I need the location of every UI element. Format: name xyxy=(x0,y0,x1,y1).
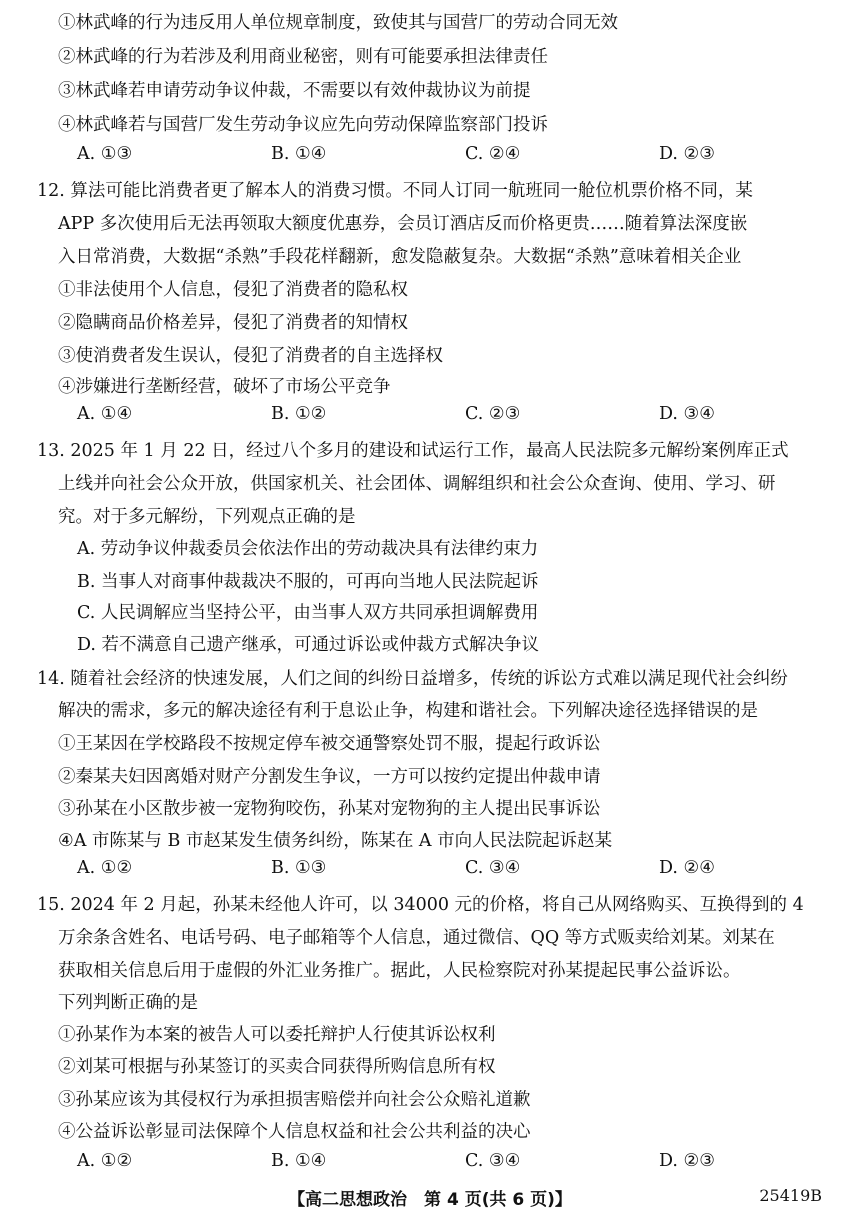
q11-option-c: C. ②④ xyxy=(465,144,521,164)
q11-option-d: D. ②③ xyxy=(659,144,715,164)
q13-stem-line-2: 上线并向社会公众开放，供国家机关、社会团体、调解组织和社会公众查询、使用、学习、研 xyxy=(58,474,776,494)
q15-item-3: ③孙某应该为其侵权行为承担损害赔偿并向社会公众赔礼道歉 xyxy=(58,1090,531,1110)
q15-item-4: ④公益诉讼彰显司法保障个人信息权益和社会公共利益的决心 xyxy=(58,1122,531,1142)
q14-option-d: D. ②④ xyxy=(659,858,715,878)
q11-item-1: ①林武峰的行为违反用人单位规章制度，致使其与国营厂的劳动合同无效 xyxy=(58,13,618,33)
q14-option-c: C. ③④ xyxy=(465,858,521,878)
q12-stem-line-2: APP 多次使用后无法再领取大额度优惠券，会员订酒店反而价格更贵……随着算法深度嵌 xyxy=(58,214,748,234)
q12-stem-line-1: 12. 算法可能比消费者更了解本人的消费习惯。不同人订同一航班同一舱位机票价格不同，某 xyxy=(37,181,753,201)
q14-option-b: B. ①③ xyxy=(271,858,327,878)
q13-option-b: B. 当事人对商事仲裁裁决不服的，可再向当地人民法院起诉 xyxy=(77,572,539,592)
q12-option-b: B. ①② xyxy=(271,404,327,424)
q12-item-1: ①非法使用个人信息，侵犯了消费者的隐私权 xyxy=(58,280,408,300)
q11-option-a: A. ①③ xyxy=(77,144,133,164)
q14-item-4: ④A 市陈某与 B 市赵某发生债务纠纷，陈某在 A 市向人民法院起诉赵某 xyxy=(58,831,613,851)
q14-item-2: ②秦某夫妇因离婚对财产分割发生争议，一方可以按约定提出仲裁申请 xyxy=(58,767,601,787)
q14-item-3: ③孙某在小区散步被一宠物狗咬伤，孙某对宠物狗的主人提出民事诉讼 xyxy=(58,799,601,819)
q14-stem-line-1: 14. 随着社会经济的快速发展，人们之间的纠纷日益增多，传统的诉讼方式难以满足现代社会纠纷 xyxy=(37,669,788,689)
q12-stem-line-3: 入日常消费，大数据“杀熟”手段花样翻新，愈发隐蔽复杂。大数据“杀熟”意味着相关企业 xyxy=(58,247,742,267)
q14-option-a: A. ①② xyxy=(77,858,133,878)
q15-option-d: D. ②③ xyxy=(659,1151,715,1171)
q13-option-c: C. 人民调解应当坚持公平，由当事人双方共同承担调解费用 xyxy=(77,603,539,623)
q13-option-a: A. 劳动争议仲裁委员会依法作出的劳动裁决具有法律约束力 xyxy=(77,539,539,559)
q15-option-c: C. ③④ xyxy=(465,1151,521,1171)
q15-item-2: ②刘某可根据与孙某签订的买卖合同获得所购信息所有权 xyxy=(58,1057,496,1077)
page-footer-title: 【高二思想政治 第 4 页(共 6 页)】 xyxy=(288,1190,572,1210)
q15-stem-line-3: 获取相关信息后用于虚假的外汇业务推广。据此，人民检察院对孙某提起民事公益诉讼。 xyxy=(58,961,741,981)
q14-stem-line-2: 解决的需求，多元的解决途径有利于息讼止争，构建和谐社会。下列解决途径选择错误的是 xyxy=(58,701,758,721)
q12-option-d: D. ③④ xyxy=(659,404,715,424)
q11-item-4: ④林武峰若与国营厂发生劳动争议应先向劳动保障监察部门投诉 xyxy=(58,115,548,135)
q13-stem-line-3: 究。对于多元解纷，下列观点正确的是 xyxy=(58,507,356,527)
page-footer-code: 25419B xyxy=(759,1186,822,1205)
q13-stem-line-1: 13. 2025 年 1 月 22 日，经过八个多月的建设和试运行工作，最高人民法院多元解纷案例库正式 xyxy=(37,441,789,461)
q12-item-4: ④涉嫌进行垄断经营，破坏了市场公平竞争 xyxy=(58,377,391,397)
q15-stem-line-4: 下列判断正确的是 xyxy=(58,993,198,1013)
q15-stem-line-2: 万余条含姓名、电话号码、电子邮箱等个人信息，通过微信、QQ 等方式贩卖给刘某。刘某在 xyxy=(58,928,775,948)
q11-option-b: B. ①④ xyxy=(271,144,327,164)
q13-option-d: D. 若不满意自己遗产继承，可通过诉讼或仲裁方式解决争议 xyxy=(77,635,540,655)
q15-option-a: A. ①② xyxy=(77,1151,133,1171)
q12-item-2: ②隐瞒商品价格差异，侵犯了消费者的知情权 xyxy=(58,313,408,333)
q15-item-1: ①孙某作为本案的被告人可以委托辩护人行使其诉讼权利 xyxy=(58,1025,496,1045)
q12-item-3: ③使消费者发生误认，侵犯了消费者的自主选择权 xyxy=(58,346,443,366)
q11-item-2: ②林武峰的行为若涉及利用商业秘密，则有可能要承担法律责任 xyxy=(58,47,548,67)
q14-item-1: ①王某因在学校路段不按规定停车被交通警察处罚不服，提起行政诉讼 xyxy=(58,734,601,754)
q15-stem-line-1: 15. 2024 年 2 月起，孙某未经他人许可，以 34000 元的价格，将自己从网络购买、互换得到的 4 xyxy=(37,895,804,915)
q11-item-3: ③林武峰若申请劳动争议仲裁，不需要以有效仲裁协议为前提 xyxy=(58,81,531,101)
q15-option-b: B. ①④ xyxy=(271,1151,327,1171)
q12-option-a: A. ①④ xyxy=(77,404,133,424)
q12-option-c: C. ②③ xyxy=(465,404,521,424)
